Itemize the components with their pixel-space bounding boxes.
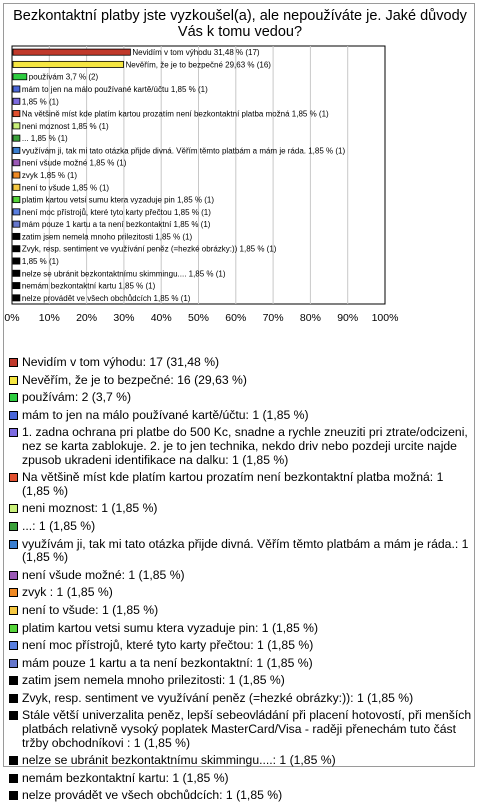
x-tick-label: 90%: [337, 312, 359, 324]
legend-label: nemám bezkontaktní kartu: 1 (1,85 %): [22, 770, 229, 785]
legend-label: mám pouze 1 kartu a ta není bezkontaktní: 1 (1,85 %): [22, 655, 313, 670]
x-tick-label: 30%: [113, 312, 135, 324]
legend-swatch: [9, 641, 18, 650]
bar-label: 1,85 % (1): [21, 257, 59, 266]
chart-title-text: Bezkontaktní platby jste vyzkoušel(a), ale nepoužíváte je. Jaké důvody Vás k tomu vedou?: [13, 8, 467, 40]
legend-item: [8, 709, 473, 750]
legend-swatch: [9, 358, 18, 367]
bar-label: Nevěřím, že je to bezpečné 29,63 % (16): [125, 60, 271, 70]
legend-item: [8, 674, 473, 688]
legend-item: [8, 356, 473, 370]
legend-swatch: [9, 504, 18, 513]
legend-label: ...: 1 (1,85 %): [22, 518, 96, 533]
legend-label: platim kartou vetsi sumu ktera vyzaduje pin: 1 (1,85 %): [22, 620, 319, 635]
legend-swatch: [9, 571, 18, 580]
legend-label: nelze se ubránit bezkontaktnímu skimmingu....: 1 (1,85 %): [22, 753, 336, 768]
legend-label: Zvyk, resp. sentiment ve využívání peněz (=hezké obrázky:)): 1 (1,85 %): [22, 690, 414, 705]
legend-swatch: [9, 540, 18, 549]
legend-item: [8, 754, 473, 768]
legend-label: Stále větší univerzalita peněz, lepší sebeovládání při placení hotovostí, při menších platbách relativně vysoký poplatek MasterCard/Visa - raději přenechám tuto část tržby obchodníkovi : 1 (1,85 %): [22, 708, 472, 750]
legend-item: [8, 657, 473, 671]
bar: [13, 172, 20, 178]
legend-label: Na většině míst kde platím kartou prozatím není bezkontaktní platba možná: 1 (1,85 %): [22, 470, 444, 498]
legend-swatch: [9, 588, 18, 597]
bar-label: Zvyk, resp. sentiment ve využívání peněz (=hezké obrázky:)) 1,85 % (1): [21, 244, 277, 254]
legend-item: [8, 639, 473, 653]
bar-label: nelze se ubránit bezkontaktnímu skimmingu.... 1,85 % (1): [21, 269, 226, 279]
x-tick-label: 80%: [299, 312, 321, 324]
bar: [13, 258, 20, 264]
legend-swatch: [9, 711, 18, 720]
bar-label: 1,85 % (1): [21, 97, 59, 107]
legend-label: využívám ji, tak mi tato otázka přijde divná. Věřím těmto platbám a mám je ráda.: 1 (1,85 %): [22, 536, 469, 565]
legend-label: nelze provádět ve všech obchůdcích: 1 (1,85 %): [22, 788, 283, 803]
legend-swatch: [9, 694, 18, 703]
bar-label: není to všude 1,85 % (1): [21, 183, 110, 193]
legend-item: [8, 604, 473, 618]
bar-label: Nevidím v tom výhodu 31,48 % (17): [132, 48, 260, 58]
legend-item: [8, 772, 473, 786]
x-tick-label: 10%: [38, 312, 60, 324]
legend-item: [8, 622, 473, 636]
legend-label: Nevěřím, že je to bezpečné: 16 (29,63 %): [22, 372, 247, 387]
bar-label: využívám ji, tak mi tato otázka přijde divná. Věřím těmto platbám a mám je ráda. 1,85 % (1): [21, 146, 346, 156]
bar: [13, 270, 20, 276]
bar-label: nemám bezkontaktní kartu 1,85 % (1): [21, 281, 156, 291]
legend-label: 1. zadna ochrana pri platbe do 500 Kc, snadne a rychle zneuziti pri ztrate/odcizeni, nez se karta zablokuje. 2. je to jen technika, nekdo driv nebo pozdeji urcite najde zpusob ukradeni identifikace na dalku: 1 (1,85 %): [22, 425, 468, 467]
legend-item: [8, 391, 473, 405]
x-tick-label: 50%: [187, 312, 210, 324]
bar-label: Na většině míst kde platím kartou prozatím není bezkontaktní platba možná 1,85 % (1): [21, 109, 329, 119]
legend-item: [8, 538, 473, 565]
x-tick-label: 20%: [76, 312, 98, 324]
legend-item: [8, 409, 473, 423]
legend-label: není moc přístrojů, které tyto karty přečtou: 1 (1,85 %): [22, 638, 314, 653]
bar-label: používám 3,7 % (2): [28, 72, 99, 82]
bar: [13, 49, 130, 55]
x-tick-label: 100%: [371, 312, 399, 324]
legend-label: Nevidím v tom výhodu: 17 (31,48 %): [22, 355, 220, 369]
x-tick-label: 40%: [150, 312, 172, 324]
bar-label: zvyk 1,85 % (1): [21, 171, 78, 180]
bar: [13, 221, 20, 227]
legend-swatch: [9, 606, 18, 615]
legend-swatch: [9, 624, 18, 633]
legend-swatch: [9, 376, 18, 385]
legend-swatch: [9, 473, 18, 482]
legend-label: používám: 2 (3,7 %): [22, 390, 132, 405]
bar: [13, 111, 20, 117]
bar: [13, 283, 20, 289]
legend-label: mám to jen na málo používané kartě/účtu: 1 (1,85 %): [22, 407, 309, 422]
x-tick-label: 0%: [4, 312, 20, 324]
bar-label: neni moznost 1,85 % (1): [21, 121, 109, 131]
bar: [13, 135, 20, 141]
legend-item: [8, 426, 473, 467]
chart-legend: [8, 356, 473, 807]
legend-item: [8, 471, 473, 498]
legend-label: není to všude: 1 (1,85 %): [22, 602, 159, 617]
legend-item: [8, 586, 473, 600]
bar-label: platim kartou vetsi sumu ktera vyzaduje pin 1,85 % (1): [21, 195, 214, 205]
bar: [13, 184, 20, 190]
legend-swatch: [9, 756, 18, 765]
legend-swatch: [9, 659, 18, 668]
bar: [13, 160, 20, 166]
bar: [13, 209, 20, 215]
bar-label: mám pouze 1 kartu a ta není bezkontaktní 1,85 % (1): [21, 220, 211, 230]
legend-item: [8, 569, 473, 583]
bar-label: není moc přístrojů, které tyto karty přečtou 1,85 % (1): [21, 207, 211, 217]
bar: [13, 123, 20, 129]
bar-chart: [0, 0, 480, 352]
legend-item: [8, 789, 473, 803]
legend-swatch: [9, 411, 18, 420]
legend-label: zvyk : 1 (1,85 %): [22, 585, 113, 600]
legend-label: není všude možné: 1 (1,85 %): [22, 567, 185, 582]
x-tick-label: 60%: [225, 312, 247, 324]
legend-swatch: [9, 774, 18, 783]
legend-item: [8, 692, 473, 706]
bar-label: ... 1,85 % (1): [21, 134, 68, 144]
legend-swatch: [9, 676, 18, 685]
legend-swatch: [9, 428, 18, 437]
bar: [13, 61, 124, 67]
legend-item: [8, 374, 473, 388]
legend-swatch: [9, 393, 18, 402]
bar: [13, 233, 20, 239]
legend-swatch: [9, 522, 18, 531]
bar-label: mám to jen na málo používané kartě/účtu 1,85 % (1): [21, 85, 208, 94]
bar: [13, 246, 20, 252]
bar: [13, 86, 20, 92]
legend-item: [8, 520, 473, 534]
legend-swatch: [9, 791, 18, 800]
bar-label: nelze provádět ve všech obchůdcích 1,85 % (1): [21, 293, 191, 303]
bar-label: zatim jsem nemela mnoho prilezitosti 1,85 % (1): [21, 232, 193, 242]
bar-label: není všude možné 1,85 % (1): [21, 158, 127, 168]
bar: [13, 74, 27, 80]
legend-label: neni moznost: 1 (1,85 %): [22, 501, 158, 516]
x-tick-label: 70%: [262, 312, 284, 324]
bar: [13, 295, 20, 301]
legend-label: zatim jsem nemela mnoho prilezitosti: 1 (1,85 %): [22, 673, 285, 688]
bar: [13, 197, 20, 203]
bar: [13, 147, 20, 153]
legend-item: [8, 502, 473, 516]
bar: [13, 98, 20, 104]
